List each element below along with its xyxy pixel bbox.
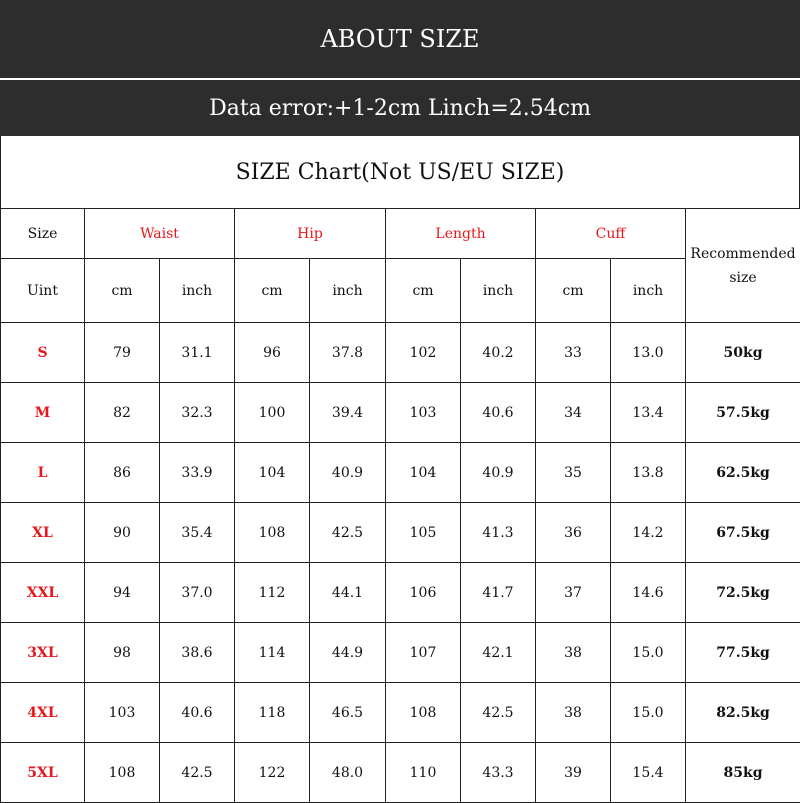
measurement-cell: 39.4 — [310, 383, 386, 443]
recommended-weight: 85kg — [686, 743, 800, 803]
measurement-cell: 79 — [85, 323, 160, 383]
measurement-cell: 41.7 — [461, 563, 536, 623]
measurement-cell: 43.3 — [461, 743, 536, 803]
measurement-cell: 38 — [536, 623, 611, 683]
measurement-cell: 35.4 — [160, 503, 235, 563]
unit-cell: cm — [536, 259, 611, 323]
measurement-cell: 40.6 — [461, 383, 536, 443]
table-row — [1, 383, 800, 443]
measurement-cell: 38 — [536, 683, 611, 743]
measurement-cell: 90 — [85, 503, 160, 563]
measurement-cell: 96 — [235, 323, 310, 383]
measurement-cell: 39 — [536, 743, 611, 803]
measurement-cell: 40.2 — [461, 323, 536, 383]
measurement-cell: 44.1 — [310, 563, 386, 623]
measurement-cell: 14.2 — [611, 503, 686, 563]
data-error-note: Data error:+1-2cm Linch=2.54cm — [0, 80, 800, 136]
measurement-cell: 42.5 — [310, 503, 386, 563]
recommended-weight: 82.5kg — [686, 683, 800, 743]
measurement-cell: 104 — [386, 443, 461, 503]
measurement-cell: 36 — [536, 503, 611, 563]
table-row — [1, 743, 800, 803]
measurement-cell: 32.3 — [160, 383, 235, 443]
unit-cell: cm — [85, 259, 160, 323]
measurement-cell: 42.1 — [461, 623, 536, 683]
measurement-cell: 122 — [235, 743, 310, 803]
recommended-weight: 67.5kg — [686, 503, 800, 563]
measurement-cell: 33.9 — [160, 443, 235, 503]
recommended-weight: 50kg — [686, 323, 800, 383]
recommended-weight: 72.5kg — [686, 563, 800, 623]
table-row — [1, 563, 800, 623]
measurement-cell: 34 — [536, 383, 611, 443]
size-label: S — [1, 323, 85, 383]
unit-header: Uint — [1, 259, 85, 323]
unit-cell: inch — [310, 259, 386, 323]
table-row — [1, 323, 800, 383]
size-chart-title: SIZE Chart(Not US/EU SIZE) — [0, 136, 800, 208]
measurement-cell: 40.6 — [160, 683, 235, 743]
size-table — [0, 208, 800, 803]
recommended-label-line1: Recommended — [690, 246, 795, 262]
header-row-units — [1, 259, 800, 323]
unit-cell: cm — [386, 259, 461, 323]
measurement-cell: 106 — [386, 563, 461, 623]
table-row — [1, 443, 800, 503]
recommended-weight: 57.5kg — [686, 383, 800, 443]
recommended-weight: 77.5kg — [686, 623, 800, 683]
recommended-size-header — [686, 209, 800, 323]
measurement-cell: 107 — [386, 623, 461, 683]
measurement-cell: 108 — [85, 743, 160, 803]
measurement-cell: 15.0 — [611, 683, 686, 743]
measurement-cell: 15.4 — [611, 743, 686, 803]
measurement-cell: 37 — [536, 563, 611, 623]
measurement-cell: 35 — [536, 443, 611, 503]
measurement-cell: 33 — [536, 323, 611, 383]
measurement-cell: 41.3 — [461, 503, 536, 563]
measurement-cell: 104 — [235, 443, 310, 503]
measurement-cell: 118 — [235, 683, 310, 743]
measurement-cell: 82 — [85, 383, 160, 443]
unit-cell: inch — [160, 259, 235, 323]
measurement-cell: 110 — [386, 743, 461, 803]
measurement-cell: 38.6 — [160, 623, 235, 683]
size-label: L — [1, 443, 85, 503]
measurement-cell: 42.5 — [461, 683, 536, 743]
measurement-cell: 14.6 — [611, 563, 686, 623]
measurement-cell: 13.0 — [611, 323, 686, 383]
table-row — [1, 503, 800, 563]
measurement-cell: 40.9 — [461, 443, 536, 503]
measurement-cell: 31.1 — [160, 323, 235, 383]
measurement-cell: 37.0 — [160, 563, 235, 623]
measurement-cell: 108 — [235, 503, 310, 563]
group-header-hip: Hip — [235, 209, 386, 259]
measurement-cell: 112 — [235, 563, 310, 623]
about-size-title: ABOUT SIZE — [0, 0, 800, 80]
measurement-cell: 13.8 — [611, 443, 686, 503]
measurement-cell: 42.5 — [160, 743, 235, 803]
size-label: XXL — [1, 563, 85, 623]
table-row — [1, 683, 800, 743]
header-row-groups — [1, 209, 800, 259]
measurement-cell: 94 — [85, 563, 160, 623]
measurement-cell: 44.9 — [310, 623, 386, 683]
measurement-cell: 48.0 — [310, 743, 386, 803]
size-label: XL — [1, 503, 85, 563]
size-label: 4XL — [1, 683, 85, 743]
measurement-cell: 105 — [386, 503, 461, 563]
measurement-cell: 40.9 — [310, 443, 386, 503]
size-label: 5XL — [1, 743, 85, 803]
measurement-cell: 103 — [386, 383, 461, 443]
unit-cell: cm — [235, 259, 310, 323]
group-header-cuff: Cuff — [536, 209, 686, 259]
measurement-cell: 46.5 — [310, 683, 386, 743]
group-header-waist: Waist — [85, 209, 235, 259]
size-label: M — [1, 383, 85, 443]
measurement-cell: 103 — [85, 683, 160, 743]
size-label: 3XL — [1, 623, 85, 683]
measurement-cell: 108 — [386, 683, 461, 743]
measurement-cell: 86 — [85, 443, 160, 503]
measurement-cell: 37.8 — [310, 323, 386, 383]
measurement-cell: 114 — [235, 623, 310, 683]
measurement-cell: 102 — [386, 323, 461, 383]
table-row — [1, 623, 800, 683]
unit-cell: inch — [611, 259, 686, 323]
group-header-length: Length — [386, 209, 536, 259]
size-header: Size — [1, 209, 85, 259]
recommended-label-line2: size — [729, 270, 756, 286]
measurement-cell: 100 — [235, 383, 310, 443]
measurement-cell: 13.4 — [611, 383, 686, 443]
recommended-weight: 62.5kg — [686, 443, 800, 503]
measurement-cell: 98 — [85, 623, 160, 683]
unit-cell: inch — [461, 259, 536, 323]
measurement-cell: 15.0 — [611, 623, 686, 683]
